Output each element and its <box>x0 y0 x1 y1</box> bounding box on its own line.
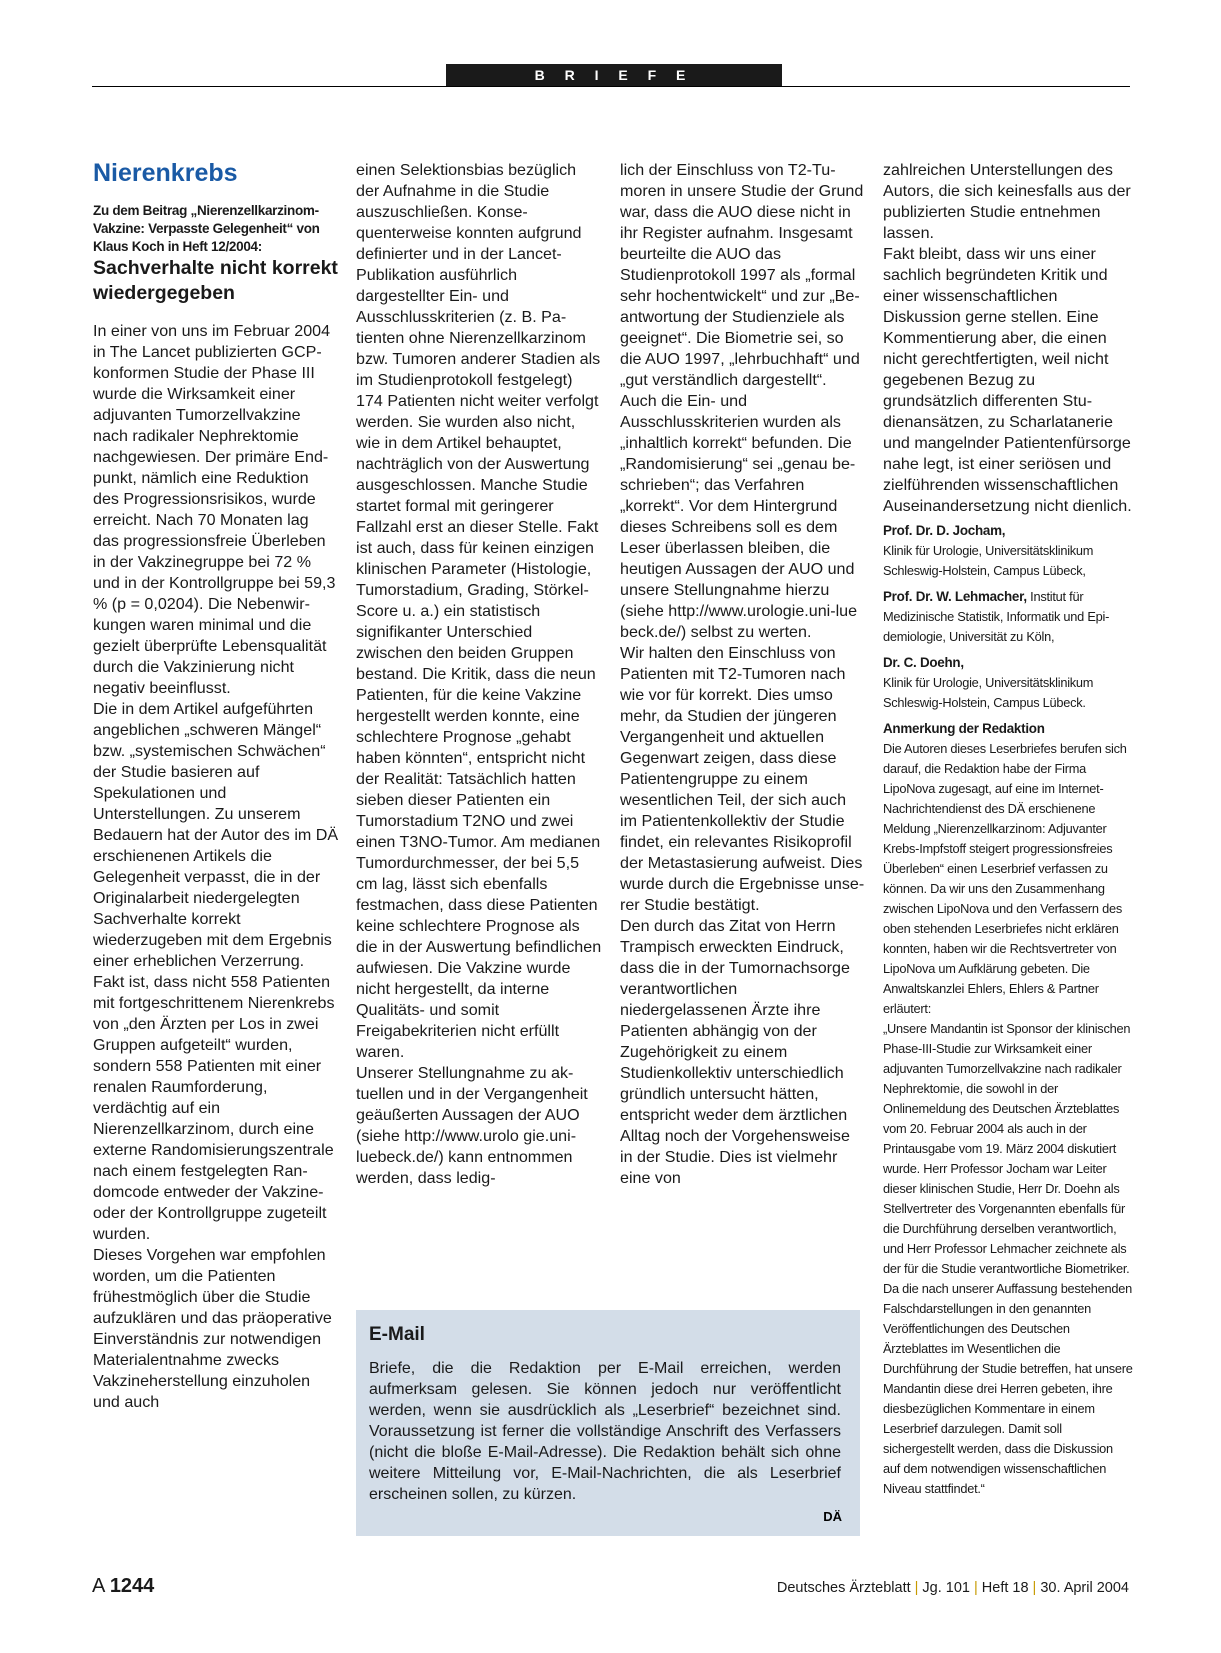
footer-separator: | <box>974 1580 978 1596</box>
author-affiliation: Institut für Medizinische Statistik, Informatik und Epidemiologie, Universität zu Köln, <box>883 589 1110 644</box>
section-label: B R I E F E <box>446 64 782 86</box>
author-affiliation: Klinik für Urologie, Universitätsklinikum Schleswig-Holstein, Campus Lübeck. <box>883 675 1094 710</box>
journal-volume: Jg. 101 <box>922 1580 970 1596</box>
author-name: Prof. Dr. D. Jocham, <box>883 523 1006 538</box>
body-paragraph: lich der Einschluss von T2-Tumoren in unsere Studie der Grund war, dass die AUO diese nicht in ihr Register aufnahm. Insgesamt beurteilte die AUO das Studienprotokoll 1997 als „formal sehr hochentwickelt“ und zur „Beantwortung der Studienziele als geeignet“. Die Biometrie sei, so die AUO 1997, „lehrbuchhaft“ und „gut verständlich dargestellt“. Auch die Ein- und Ausschlusskriterien wurden als „inhaltlich korrekt“ befunden. Die „Randomisierung“ sei „genau beschrieben“; das Verfahren „korrekt“. Vor dem Hintergrund dieses Schreibens soll es dem Leser überlassen bleiben, die heutigen Aussagen der AUO und unsere Stellungnahme hierzu (siehe http://www.urologie.uni-lue beck.de/) selbst zu werten. <box>620 161 864 641</box>
column-2 <box>356 160 602 1189</box>
footer-separator: | <box>1032 1580 1037 1596</box>
journal-footer <box>777 1580 1129 1596</box>
body-paragraph: Dieses Vorgehen war empfohlen worden, um die Patienten frühestmöglich über die Studie aufzuklären und das präoperative Einverständnis zur notwendigen Materialentnahme zwecks Vakzineherstellung einzuholen und auch <box>93 1246 332 1411</box>
editor-note-heading: Anmerkung der Redaktion <box>883 721 1045 736</box>
email-box-signature: DÄ <box>823 1509 842 1524</box>
body-paragraph: Den durch das Zitat von Herrn Trampisch erweckten Eindruck, dass die in der Tumornachsorge verantwortlichen niedergelassenen Ärzte ihre Patienten abhängig von der Zugehörigkeit zu einem Studienkollektiv unterschiedlich gründlich untersucht hätten, entspricht weder dem ärztlichen Alltag noch der Vorgehensweise in der Studie. Dies ist vielmehr eine von <box>620 917 850 1187</box>
author-name: Prof. Dr. W. Lehmacher, <box>883 589 1027 604</box>
body-paragraph: Fakt bleibt, dass wir uns einer sachlich begründeten Kritik und einer wissenschaftlichen Diskussion gerne stellen. Eine Kommentierung aber, die einen nicht gerechtfertigten, weil nicht gegebenen Bezug zu grundsätzlich differenten Studienansätzen, zu Scharlatanerie und mangelnder Patientenfürsorge nahe legt, ist einer seriösen und zielführenden wissenschaftlichen Auseinandersetzung nicht dienlich. <box>883 245 1132 515</box>
page-prefix: A <box>92 1575 105 1597</box>
page-number <box>92 1575 154 1598</box>
journal-issue: Heft 18 <box>981 1580 1029 1596</box>
body-paragraph: Wir halten den Einschluss von Patienten mit T2-Tumoren nach wie vor für korrekt. Dies umso mehr, da Studien der jüngeren Vergangenheit und aktuellen Gegenwart zeigen, dass diese Patientengruppe zu einem wesentlichen Teil, der sich auch im Patientenkollektiv der Studie findet, ein relevantes Risikoprofil der Metastasierung aufweist. Dies wurde durch die Ergebnisse unserer Studie bestätigt. <box>620 644 865 914</box>
author-block <box>883 521 1133 581</box>
author-block <box>883 587 1133 647</box>
body-paragraph: zahlreichen Unterstellungen des Autors, die sich keinesfalls aus der publizierten Studie entnehmen lassen. <box>883 161 1131 242</box>
editor-note-paragraph: Die Autoren dieses Leserbriefes berufen sich darauf, die Redaktion habe der Firma LipoNova zugesagt, auf eine im Internet-Nachrichtendienst des DÄ erschienene Meldung „Nierenzellkarzinom: Adjuvanter Krebs-Impfstoff steigert progressionsfreies Überleben“ einen Leserbrief verfassen zu können. Da wir uns den Zusammenhang zwischen LipoNova und den Verfassern des oben stehenden Leserbriefes nicht erklären konnten, haben wir die Rechtsvertreter von LipoNova um Aufklärung gebeten. Die Anwaltskanzlei Ehlers, Ehlers & Partner erläutert: <box>883 741 1127 1016</box>
footer-separator: | <box>914 1580 919 1596</box>
column-3 <box>620 160 866 1189</box>
journal-name: Deutsches Ärzteblatt <box>776 1580 911 1596</box>
body-paragraph: Die in dem Artikel aufgeführten angeblichen „schweren Mängel“ bzw. „systemischen Schwächen“ der Studie basieren auf Spekulationen und Unterstellungen. Zu unserem Bedauern hat der Autor des im DÄ erschienenen Artikels die Gelegenheit verpasst, die in der Originalarbeit niedergelegten Sachverhalte korrekt wiederzugeben mit dem Ergebnis einer erheblichen Verzerrung. Fakt ist, dass nicht 558 Patienten mit fortgeschrittenem Nierenkrebs von „den Ärzten per Los in zwei Gruppen aufgeteilt“ wurden, sondern 558 Patienten mit einer renalen Raumforderung, verdächtig auf ein Nierenzellkarzinom, durch eine externe Randomisierungszentrale nach einem festgelegten Randomcode entweder der Vakzine- oder der Kontrollgruppe zugeteilt wurden. <box>93 700 339 1243</box>
body-paragraph: In einer von uns im Februar 2004 in The Lancet publizierten GCP-konformen Studie der Phase III wurde die Wirksamkeit einer adjuvanten Tumorzellvakzine nach radikaler Nephrektomie nachgewiesen. Der primäre Endpunkt, nämlich eine Reduktion des Progressionsrisikos, wurde erreicht. Nach 70 Monaten lag das progressionsfreie Überleben in der Vakzinegruppe bei 72 % und in der Kontrollgruppe bei 59,3 % (p = 0,0204). Die Nebenwirkungen waren minimal und die gezielt überprüfte Lebensqualität durch die Vakzinierung nicht negativ beeinflusst. <box>93 322 336 697</box>
email-info-box <box>356 1310 860 1536</box>
email-box-title: E-Mail <box>369 1324 425 1345</box>
email-box-body: Briefe, die die Redaktion per E-Mail erreichen, werden aufmerksam gelesen. Sie können jedoch nur veröffentlicht werden, wenn sie ausdrücklich als „Leserbrief“ bezeichnet sind. Voraussetzung ist ferner die vollständige Anschrift des Verfassers (nicht die bloße E-Mail-Adresse). Die Redaktion behält sich ohne weitere Mitteilung vor, E-Mail-Nachrichten, die als Leserbrief erscheinen sollen, zu kürzen. <box>369 1360 841 1503</box>
body-paragraph: einen Selektionsbias bezüglich der Aufnahme in die Studie auszuschließen. Konsequenterweise konnten aufgrund definierter und in der Lancet-Publikation ausführlich dargestellter Ein- und Ausschlusskriterien (z. B. Patienten ohne Nierenzellkarzinom bzw. Tumoren anderer Stadien als im Studienprotokoll festgelegt) 174 Patienten nicht weiter verfolgt werden. Sie wurden also nicht, wie in dem Artikel behauptet, nachträglich von der Auswertung ausgeschlossen. Manche Studie startet formal mit geringerer Fallzahl erst an dieser Stelle. Fakt ist auch, dass für keinen einzigen klinischen Parameter (Histologie, Tumorstadium, Grading, Störkel-Score u. a.) ein statistisch signifikanter Unterschied zwischen den beiden Gruppen bestand. Die Kritik, dass die neun Patienten, für die keine Vakzine hergestellt werden konnte, eine schlechtere Prognose „gehabt haben könnten“, entspricht nicht der Realität: Tatsächlich hatten sieben dieser Patienten ein Tumorstadium T2NO und zwei einen T3NO-Tumor. Am medianen Tumordurchmesser, der bei 5,5 cm lag, lässt sich ebenfalls festmachen, dass diese Patienten keine schlechtere Prognose als die in der Auswertung befindlichen aufwiesen. Die Vakzine wurde nicht hergestellt, da interne Qualitäts- und somit Freigabekriterien nicht erfüllt waren. <box>356 161 602 1061</box>
author-block <box>883 653 1133 713</box>
column-4 <box>883 160 1133 1499</box>
page-number-value: 1244 <box>109 1575 155 1597</box>
author-list <box>883 521 1133 1499</box>
article-intro: Zu dem Beitrag „Nierenzellkarzinom-Vakzine: Verpasste Gelegenheit“ von Klaus Koch in Heft 12/2004: <box>93 203 320 254</box>
header-rule <box>92 86 1130 87</box>
author-affiliation: Klinik für Urologie, Universitätsklinikum Schleswig-Holstein, Campus Lübeck, <box>883 543 1094 578</box>
article-title: Nierenkrebs <box>93 159 238 187</box>
journal-date: 30. April 2004 <box>1040 1580 1129 1596</box>
column-1 <box>93 158 339 1413</box>
author-name: Dr. C. Doehn, <box>883 655 964 670</box>
article-subhead: Sachverhalte nicht korrekt wiedergegeben <box>93 257 338 304</box>
body-paragraph: Unserer Stellungnahme zu aktuellen und in der Vergangenheit geäußerten Aussagen der AUO (siehe http://www.urolo gie.uni-luebeck.de/) kann entnommen werden, dass ledig- <box>356 1064 588 1187</box>
editor-note-paragraph: „Unsere Mandantin ist Sponsor der klinischen Phase-III-Studie zur Wirksamkeit einer adjuvanten Tumorzellvakzine nach radikaler Nephrektomie, die sowohl in der Onlinemeldung des Deutschen Ärzteblattes vom 20. Februar 2004 als auch in der Printausgabe vom 19. März 2004 diskutiert wurde. Herr Professor Jocham war Leiter dieser klinischen Studie, Herr Dr. Doehn als Stellvertreter des Vorgenannten ebenfalls für die Durchführung derselben verantwortlich, und Herr Professor Lehmacher zeichnete als der für die Studie verantwortliche Biometriker. Da die nach unserer Auffassung bestehenden Falschdarstellungen in den genannten Veröffentlichungen des Deutschen Ärzteblattes im Wesentlichen die Durchführung der Studie betreffen, hat unsere Mandantin diese drei Herren gebeten, ihre diesbezüglichen Kommentare in einem Leserbrief darzulegen. Damit soll sichergestellt werden, dass die Diskussion auf dem notwendigen wissenschaftlichen Niveau stattfindet.“ <box>883 1021 1133 1496</box>
